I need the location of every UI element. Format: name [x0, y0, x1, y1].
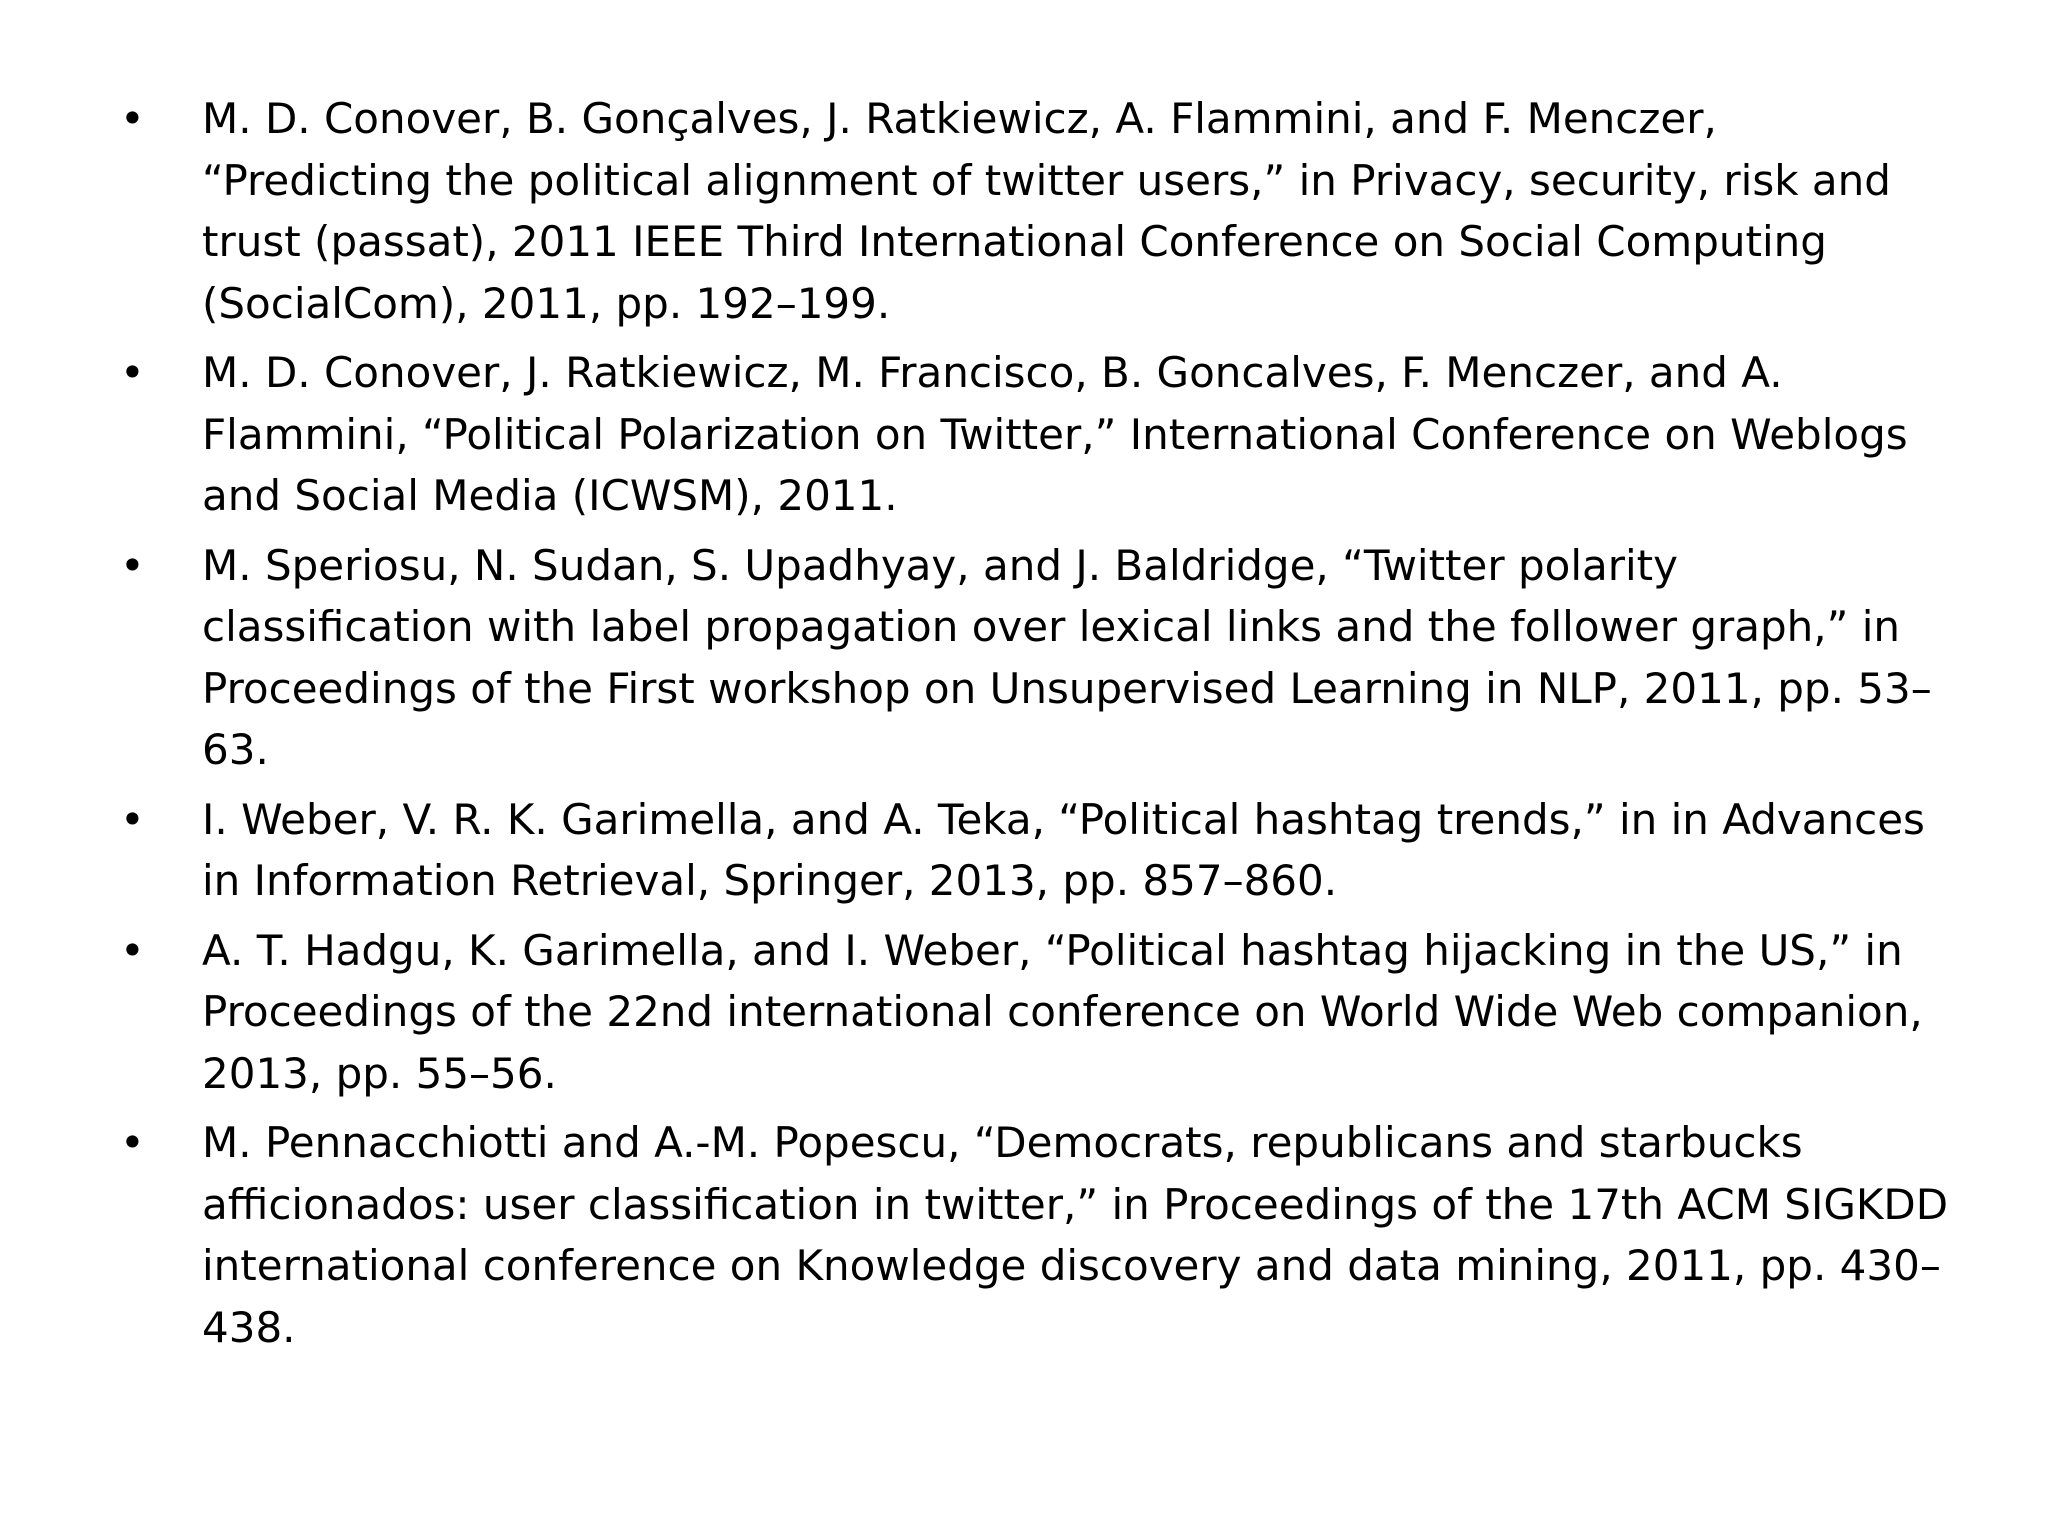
reference-line: M. D. Conover, J. Ratkiewicz, M. Francisco, B. Goncalves, F. Menczer, and A. [202, 348, 1783, 397]
reference-line: A. T. Hadgu, K. Garimella, and I. Weber, “Political hashtag hijacking in the US,” in [202, 925, 1903, 975]
bullet: • [120, 794, 145, 844]
reference-line: M. Speriosu, N. Sudan, S. Upadhyay, and J. Baldridge, “Twitter polarity [202, 540, 1679, 590]
reference-line: international conference on Knowledge discovery and data mining, 2011, pp. 430– [202, 1241, 1941, 1290]
bullet: • [120, 540, 145, 590]
reference-item [120, 920, 1950, 1105]
reference-list [120, 88, 1950, 1366]
reference-line: 63. [202, 725, 269, 774]
reference-line: trust (passat), 2011 IEEE Third International Conference on Social Computing [202, 217, 1827, 266]
reference-line: “Predicting the political alignment of twitter users,” in Privacy, security, risk and [202, 155, 1891, 205]
reference-line: in Information Retrieval, Springer, 2013, pp. 857–860. [202, 856, 1338, 905]
reference-line: (SocialCom), 2011, pp. 192–199. [202, 278, 891, 328]
reference-item [120, 342, 1950, 527]
reference-line: I. Weber, V. R. K. Garimella, and A. Teka, “Political hashtag trends,” in in Advances [202, 794, 1925, 844]
reference-line: M. D. Conover, B. Gonçalves, J. Ratkiewicz, A. Flammini, and F. Menczer, [202, 94, 1717, 143]
reference-line: classification with label propagation over lexical links and the follower graph,” in [202, 602, 1901, 651]
bullet: • [120, 94, 145, 143]
reference-line: M. Pennacchiotti and A.-M. Popescu, “Democrats, republicans and starbucks [202, 1118, 1803, 1167]
reference-item [120, 789, 1950, 912]
reference-item [120, 1112, 1950, 1358]
reference-line: and Social Media (ICWSM), 2011. [202, 471, 898, 520]
reference-item [120, 535, 1950, 781]
reference-line: 2013, pp. 55–56. [202, 1048, 557, 1098]
reference-line: 438. [202, 1302, 296, 1352]
reference-line: Flammini, “Political Polarization on Twitter,” International Conference on Weblogs [202, 409, 1908, 459]
reference-line: Proceedings of the First workshop on Unsupervised Learning in NLP, 2011, pp. 53– [202, 663, 1932, 713]
reference-line: afficionados: user classification in twitter,” in Proceedings of the 17th ACM SIGKDD [202, 1179, 1949, 1229]
bullet: • [120, 348, 145, 397]
reference-line: Proceedings of the 22nd international conference on World Wide Web companion, [202, 987, 1923, 1036]
bullet: • [120, 925, 145, 975]
bullet: • [120, 1118, 145, 1167]
reference-item [120, 88, 1950, 334]
